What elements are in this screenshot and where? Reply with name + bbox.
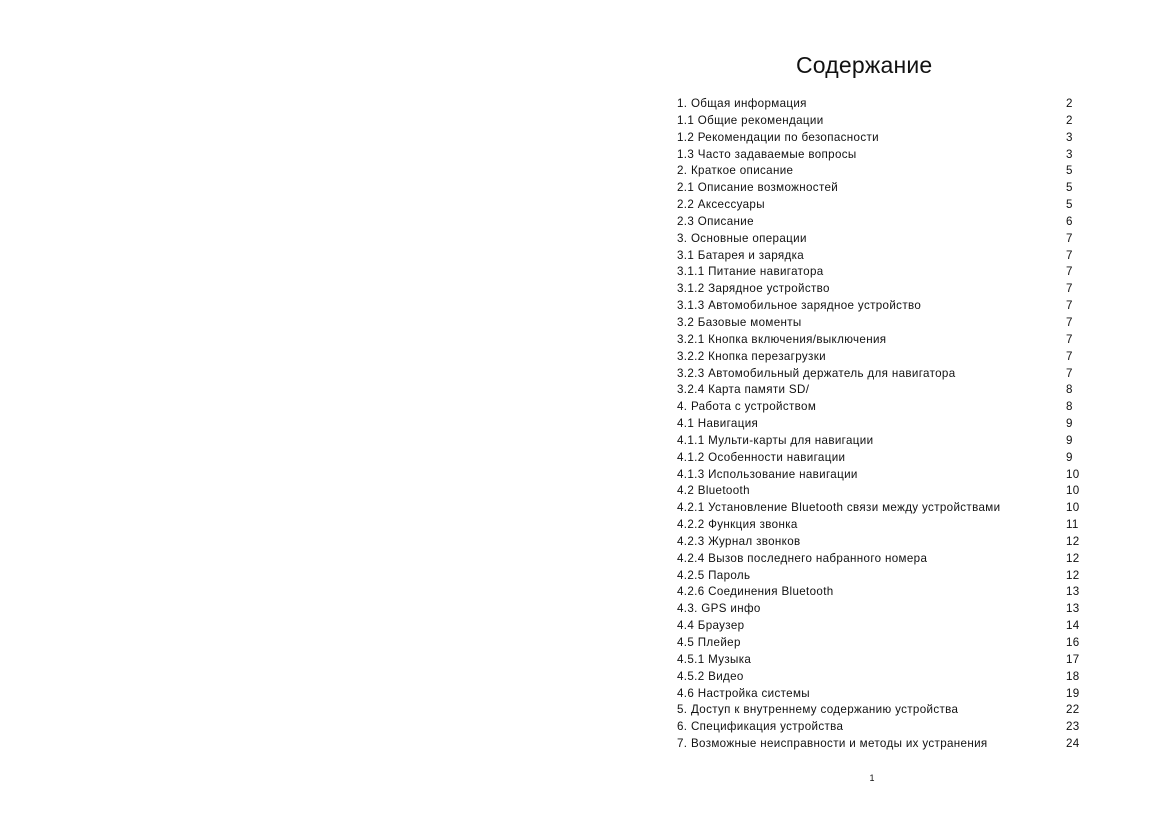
toc-entry-page: 7 [1066,231,1073,245]
toc-entry [677,500,1079,517]
toc-entry-page: 12 [1066,534,1080,548]
toc-entry-page: 3 [1066,147,1073,161]
toc-entry [677,214,1079,231]
toc-entry-label: 4.6 Настройка системы [677,686,810,700]
toc-entry-page: 5 [1066,198,1073,212]
toc-entry-label: 3.1.1 Питание навигатора [677,265,824,279]
toc-entry [677,315,1079,332]
toc-entry-page: 12 [1066,551,1080,565]
toc-entry-label: 4.3. GPS инфо [677,602,761,616]
toc-entry-label: 4.2.4 Вызов последнего набранного номера [677,551,928,565]
toc-entry-page: 9 [1066,433,1073,447]
toc-entry-page: 18 [1066,669,1080,683]
toc-entry-label: 1.3 Часто задаваемые вопросы [677,147,857,161]
toc-entry-page: 7 [1066,315,1073,329]
toc-entry-label: 3.2.4 Карта памяти SD/ [677,383,810,397]
toc-entry-page: 9 [1066,417,1073,431]
toc-entry-label: 4.2.1 Установление Bluetooth связи между устройствами [677,501,1001,515]
toc-entry-label: 4.2.3 Журнал звонков [677,534,801,548]
page-number: 1 [869,773,875,783]
toc-entry-label: 3.1.3 Автомобильное зарядное устройство [677,299,922,313]
toc-entry [677,652,1079,669]
toc-entry-label: 5. Доступ к внутреннему содержанию устройства [677,703,959,717]
toc-entry-label: 4.1.3 Использование навигации [677,467,858,481]
toc-entry [677,736,1079,753]
toc-entry-label: 1.2 Рекомендации по безопасности [677,130,879,144]
toc-entry [677,450,1079,467]
toc-entry-page: 5 [1066,181,1073,195]
toc-entry-label: 4.5.2 Видео [677,669,744,683]
toc-entry-label: 3.2.3 Автомобильный держатель для навигатора [677,366,956,380]
toc-entry-label: 3.1 Батарея и зарядка [677,248,805,262]
toc-entry [677,113,1079,130]
toc-entry-page: 5 [1066,164,1073,178]
toc-entry-page: 10 [1066,484,1080,498]
toc-entry-page: 10 [1066,501,1080,515]
toc-entry [677,130,1079,147]
toc-entry-label: 7. Возможные неисправности и методы их устранения [677,737,988,751]
toc-entry-page: 8 [1066,383,1073,397]
toc-entry-page: 19 [1066,686,1080,700]
toc-entry [677,366,1079,383]
toc-entry [677,399,1079,416]
toc-entry [677,635,1079,652]
toc-entry-label: 4.5.1 Музыка [677,652,752,666]
toc-entry-page: 14 [1066,619,1080,633]
toc-entry [677,433,1079,450]
toc-entry-label: 3.2.2 Кнопка перезагрузки [677,349,826,363]
toc-entry-label: 1. Общая информация [677,97,807,110]
toc-entry-label: 4. Работа с устройством [677,400,817,414]
toc-entry-label: 4.2 Bluetooth [677,484,750,498]
toc-entry-page: 2 [1066,97,1073,110]
toc-entry-page: 9 [1066,450,1073,464]
toc-entry-page: 7 [1066,265,1073,279]
toc-entry [677,618,1079,635]
toc-entry-label: 1.1 Общие рекомендации [677,113,824,127]
toc-entry-label: 3.2 Базовые моменты [677,315,802,329]
toc-entry-label: 6. Спецификация устройства [677,720,844,734]
toc-entry-label: 2.3 Описание [677,214,754,228]
toc-entry-page: 8 [1066,400,1073,414]
toc-entry [677,551,1079,568]
toc-entry [677,686,1079,703]
toc-entry-label: 4.4 Браузер [677,619,745,633]
toc-entry-page: 12 [1066,568,1080,582]
toc-entry-page: 17 [1066,652,1080,666]
toc-entry-page: 7 [1066,366,1073,380]
toc-entry-label: 2. Краткое описание [677,164,794,178]
toc-entry [677,702,1079,719]
toc-entry-page: 3 [1066,130,1073,144]
toc-entry [677,669,1079,686]
toc-entry [677,96,1079,113]
toc-entry-label: 3. Основные операции [677,231,807,245]
toc-entry [677,467,1079,484]
toc-entry-label: 4.2.6 Соединения Bluetooth [677,585,834,599]
toc-entry-page: 16 [1066,636,1080,649]
toc-list [677,96,1079,753]
toc-entry [677,719,1079,736]
toc-entry-page: 7 [1066,349,1073,363]
toc-entry-page: 6 [1066,214,1073,228]
toc-entry [677,534,1079,551]
toc-entry-label: 4.1.1 Мульти-карты для навигации [677,433,874,447]
toc-entry [677,197,1079,214]
toc-entry [677,382,1079,399]
toc-entry [677,601,1079,618]
toc-entry [677,298,1079,315]
toc-entry [677,416,1079,433]
toc-entry-label: 2.1 Описание возможностей [677,181,839,195]
toc-entry-page: 24 [1066,737,1080,751]
toc-entry-label: 3.1.2 Зарядное устройство [677,282,830,296]
toc-entry-label: 2.2 Аксессуары [677,198,765,212]
toc-entry-page: 22 [1066,703,1080,717]
toc-title: Содержание [796,52,933,78]
toc-entry [677,180,1079,197]
toc-entry [677,332,1079,349]
toc-entry-label: 4.1 Навигация [677,417,759,431]
toc-entry [677,483,1079,500]
toc-entry [677,349,1079,366]
toc-entry-page: 23 [1066,720,1080,734]
toc-entry [677,517,1079,534]
toc-entry [677,231,1079,248]
toc-entry [677,568,1079,585]
toc-entry-label: 4.2.2 Функция звонка [677,518,798,532]
toc-entry-page: 7 [1066,282,1073,296]
toc-entry [677,584,1079,601]
toc-entry-page: 11 [1066,518,1079,532]
toc-entry-label: 4.2.5 Пароль [677,568,751,582]
toc-entry [677,163,1079,180]
toc-entry [677,281,1079,298]
toc-entry-page: 13 [1066,602,1080,616]
toc-entry-page: 7 [1066,332,1073,346]
toc-entry [677,264,1079,281]
toc-entry [677,147,1079,164]
toc-entry-label: 4.1.2 Особенности навигации [677,450,846,464]
toc-entry-page: 7 [1066,248,1073,262]
toc-entry-label: 4.5 Плейер [677,636,741,649]
toc-entry-page: 2 [1066,113,1073,127]
toc-entry-page: 10 [1066,467,1080,481]
toc-entry [677,248,1079,265]
toc-entry-page: 7 [1066,299,1073,313]
toc-entry-page: 13 [1066,585,1080,599]
toc-entry-label: 3.2.1 Кнопка включения/выключения [677,332,887,346]
